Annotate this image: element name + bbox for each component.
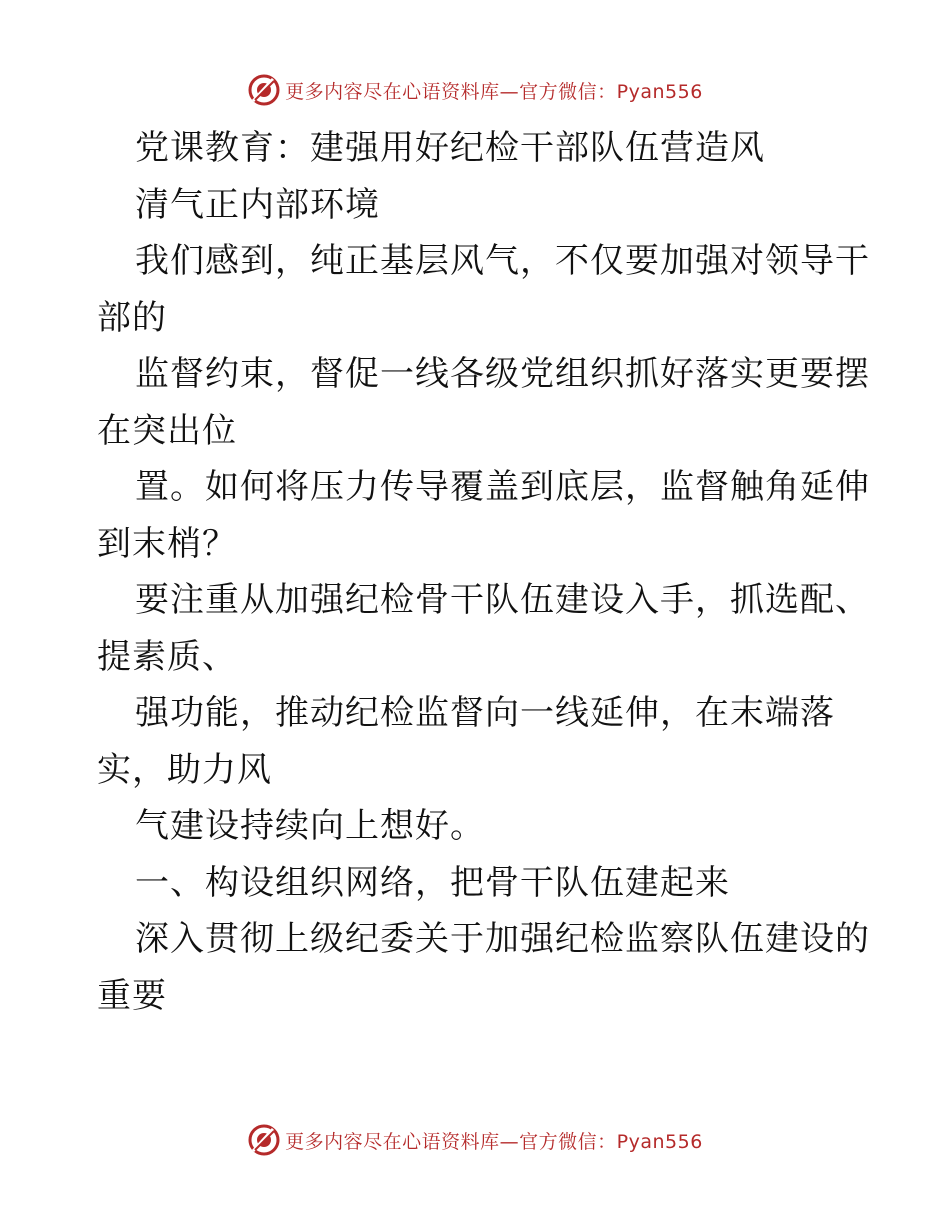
section-heading: 一、构设组织网络，把骨干队伍建起来 (135, 862, 730, 903)
paragraph-line: 实，助力风 (97, 749, 272, 790)
paragraph-line: 到末梢？ (97, 523, 237, 564)
paragraph-line: 在突出位 (97, 410, 237, 451)
paragraph-line: 强功能，推动纪检监督向一线延伸，在末端落 (135, 693, 835, 733)
paragraph-line: 提素质、 (97, 636, 237, 677)
paragraph-line: 要注重从加强纪检骨干队伍建设入手，抓选配、 (135, 580, 870, 620)
paragraph-line: 深入贯彻上级纪委关于加强纪检监察队伍建设的 (135, 919, 870, 959)
header-banner-text: 更多内容尽在心语资料库—官方微信：Pyan556 (285, 80, 703, 103)
paragraph-line: 置。如何将压力传导覆盖到底层，监督触角延伸 (135, 467, 870, 507)
header-watermark-banner (0, 70, 950, 110)
paragraph-line: 监督约束，督促一线各级党组织抓好落实更要摆 (135, 354, 870, 394)
document-body (97, 120, 870, 1024)
paragraph-line: 我们感到，纯正基层风气，不仅要加强对领导干 (135, 241, 870, 281)
paragraph-line: 气建设持续向上想好。 (135, 806, 485, 846)
logo-icon (247, 1123, 281, 1157)
doc-title-line-2: 清气正内部环境 (135, 184, 380, 225)
paragraph-line: 部的 (97, 297, 167, 338)
logo-icon (247, 73, 281, 107)
paragraph-line: 重要 (97, 975, 167, 1016)
doc-title-line-1: 党课教育：建强用好纪检干部队伍营造风 (135, 128, 765, 168)
footer-banner-text: 更多内容尽在心语资料库—官方微信：Pyan556 (285, 1130, 703, 1153)
footer-watermark-banner (0, 1120, 950, 1160)
